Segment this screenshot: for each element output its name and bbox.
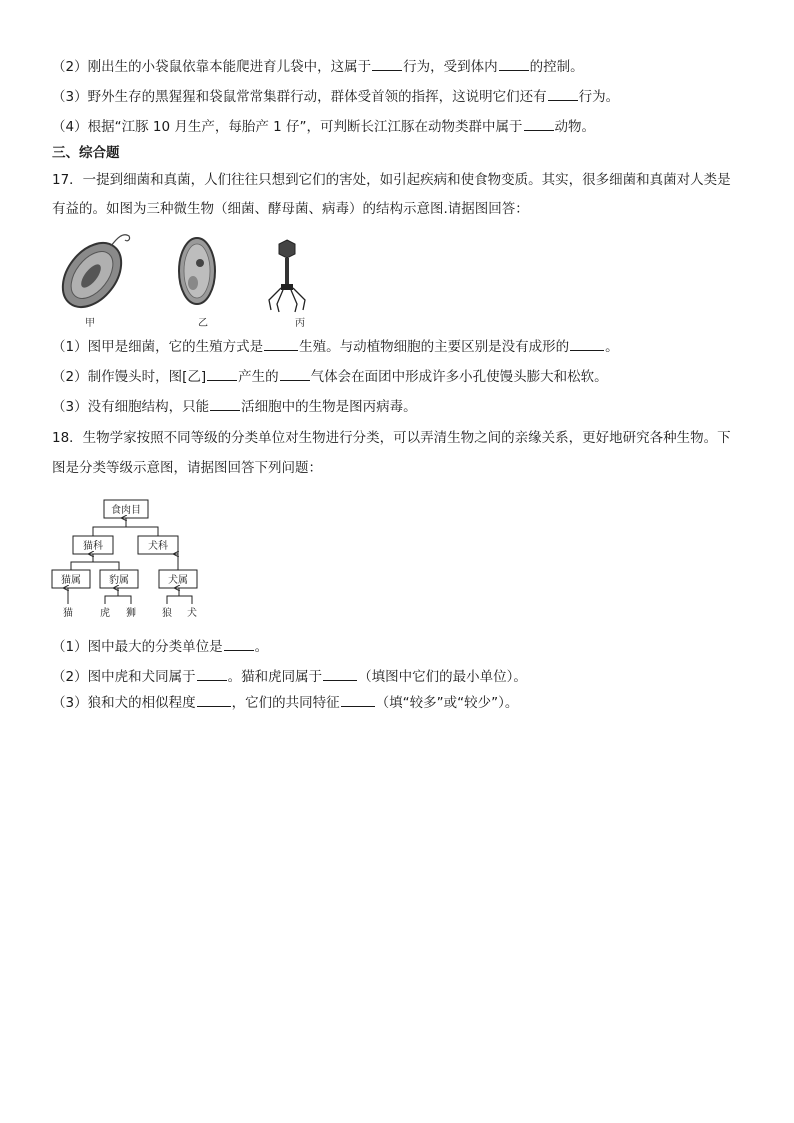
answer-blank[interactable] [280, 366, 310, 381]
answer-blank[interactable] [207, 366, 237, 381]
genus-label-canis: 犬属 [168, 575, 188, 586]
answer-blank[interactable] [197, 692, 231, 707]
q17-part3: （3）没有细胞结构，只能 活细胞中的生物是图丙病毒。 [52, 396, 417, 417]
q18-stem-line1: 18．生物学家按照不同等级的分类单位对生物进行分类，可以弄清生物之间的亲缘关系，更好地研究各种生物。下 [52, 430, 731, 446]
answer-blank[interactable] [341, 692, 375, 707]
q18-part3: （3）狼和犬的相似程度 ，它们的共同特征 （填“较多”或“较少”）。 [52, 692, 518, 713]
answer-blank[interactable] [372, 56, 402, 71]
family-label-cat: 猫科 [83, 541, 103, 552]
answer-blank[interactable] [323, 666, 357, 681]
q16-part3: （3）野外生存的黑猩猩和袋鼠常常集群行动，群体受首领的指挥，这说明它们还有 行为。 [52, 86, 619, 107]
yeast-image [179, 238, 215, 304]
classification-tree [48, 496, 208, 620]
answer-blank[interactable] [264, 336, 298, 351]
genus-label-cat: 猫属 [61, 575, 81, 586]
microbe-figure [55, 228, 325, 332]
answer-blank[interactable] [210, 396, 240, 411]
answer-blank[interactable] [548, 86, 578, 101]
answer-blank[interactable] [224, 636, 254, 651]
species-label: 虎 [100, 608, 110, 619]
answer-blank[interactable] [499, 56, 529, 71]
q16-part2: （2）刚出生的小袋鼠依靠本能爬进育儿袋中，这属于 行为，受到体内 的控制。 [52, 56, 584, 77]
genus-label-panthera: 豹属 [109, 575, 129, 586]
q17-stem-line2: 有益的。如图为三种微生物（细菌、酵母菌、病毒）的结构示意图.请据图回答： [52, 201, 529, 217]
label-yi: 乙 [198, 318, 208, 329]
section-title: 三、综合题 [52, 145, 120, 161]
species-label: 狮 [126, 608, 136, 619]
q18-stem-line2: 图是分类等级示意图，请据图回答下列问题： [52, 460, 322, 476]
species-label: 狼 [162, 608, 172, 619]
q17-part1: （1）图甲是细菌，它的生殖方式是 生殖。与动植物细胞的主要区别是没有成形的 。 [52, 336, 619, 357]
answer-blank[interactable] [197, 666, 227, 681]
family-label-dog: 犬科 [148, 541, 168, 552]
q18-part2: （2）图中虎和犬同属于 。猫和虎同属于 （填图中它们的最小单位）。 [52, 666, 527, 687]
order-label: 食肉目 [111, 505, 141, 516]
bacterium-image [55, 232, 133, 318]
q17-part2: （2）制作馒头时，图[乙] 产生的 气体会在面团中形成许多小孔使馒头膨大和松软。 [52, 366, 608, 387]
answer-blank[interactable] [570, 336, 604, 351]
q16-part4: （4）根据“江豚 10 月生产，每胎产 1 仔”，可判断长江江豚在动物类群中属于 动物。 [52, 116, 595, 137]
virus-image [269, 240, 305, 312]
label-bing: 丙 [295, 318, 305, 329]
q18-part1: （1）图中最大的分类单位是 。 [52, 636, 268, 657]
q17-stem-line1: 17．一提到细菌和真菌，人们往往只想到它们的害处，如引起疾病和使食物变质。其实，很多细菌和真菌对人类是 [52, 172, 731, 188]
species-label: 猫 [63, 608, 73, 619]
label-jia: 甲 [85, 318, 95, 329]
species-label: 犬 [187, 608, 197, 619]
answer-blank[interactable] [524, 116, 554, 131]
